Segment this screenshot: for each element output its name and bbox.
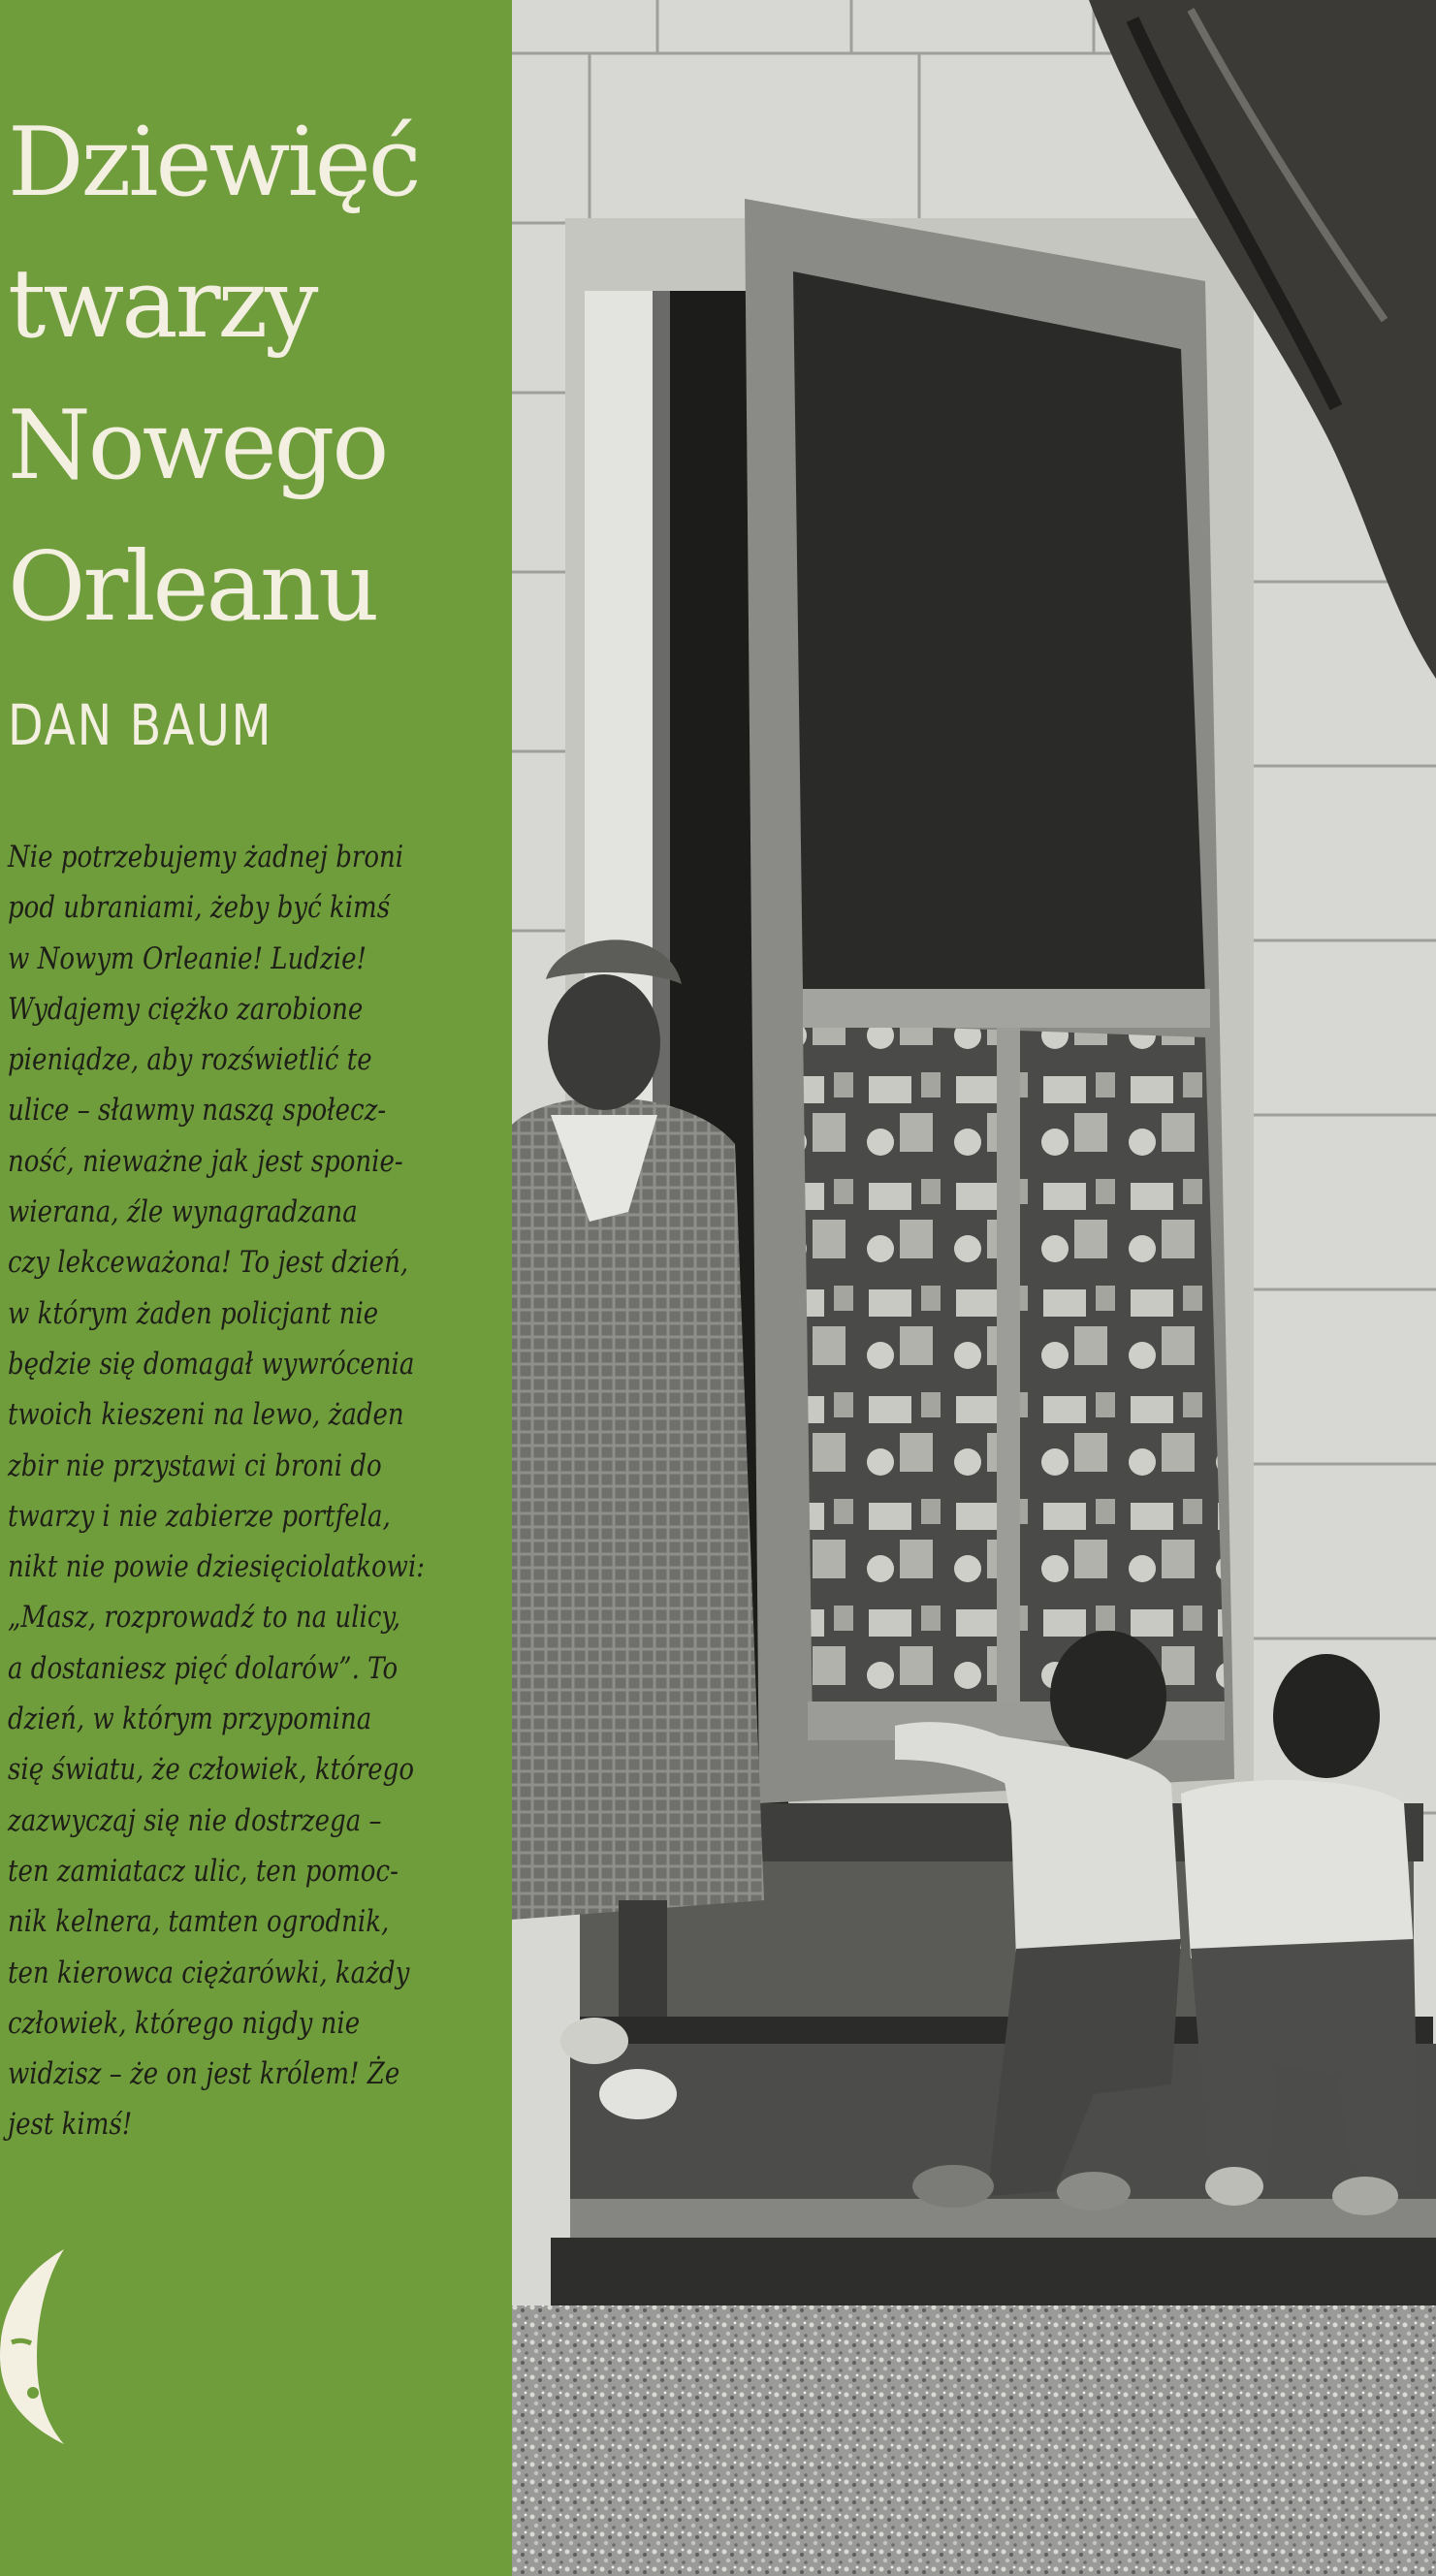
blurb-line: twoich kieszeni na lewo, żaden bbox=[8, 1397, 404, 1433]
title-line: Orleanu bbox=[8, 532, 377, 643]
blurb-quote bbox=[8, 832, 512, 2150]
blurb-line: wierana, źle wynagradzana bbox=[8, 1194, 358, 1230]
blurb-line: ten kierowca ciężarówki, każdy bbox=[8, 1955, 410, 1990]
blurb-line: pieniądze, aby rozświetlić te bbox=[8, 1042, 372, 1078]
blurb-line: Nie potrzebujemy żadnej broni bbox=[8, 840, 404, 875]
title-line: twarzy bbox=[8, 249, 316, 360]
blurb-line: czy lekceważona! To jest dzień, bbox=[8, 1245, 409, 1281]
blurb-line: twarzy i nie zabierze portfela, bbox=[8, 1498, 391, 1534]
blurb-line: widzisz – że on jest królem! Że bbox=[8, 2056, 400, 2092]
blurb-line: a dostaniesz pięć dolarów”. To bbox=[8, 1650, 399, 1686]
blurb-line: zazwyczaj się nie dostrzega – bbox=[8, 1802, 382, 1838]
crescent-face-logo-icon bbox=[0, 2247, 68, 2446]
blurb-line: człowiek, którego nigdy nie bbox=[8, 2005, 361, 2041]
book-title bbox=[8, 92, 502, 658]
blurb-line: nik kelnera, tamten ogrodnik, bbox=[8, 1904, 390, 1940]
blurb-line: Wydajemy ciężko zarobione bbox=[8, 991, 364, 1027]
author-name: DAN BAUM bbox=[8, 692, 273, 758]
blurb-line: nikt nie powie dziesięciolatkowi: bbox=[8, 1549, 426, 1585]
blurb-line: ten zamiatacz ulic, ten pomoc- bbox=[8, 1853, 399, 1889]
cover-photo bbox=[512, 0, 1436, 2576]
blurb-line: będzie się domagał wywrócenia bbox=[8, 1346, 415, 1382]
blurb-line: w Nowym Orleanie! Ludzie! bbox=[8, 940, 367, 976]
blurb-line: dzień, w którym przypomina bbox=[8, 1701, 372, 1737]
title-line: Nowego bbox=[8, 391, 387, 501]
blurb-line: jest kimś! bbox=[8, 2107, 133, 2143]
blurb-line: „Masz, rozprowadź to na ulicy, bbox=[8, 1600, 400, 1636]
green-panel bbox=[0, 0, 512, 2576]
blurb-line: ulice – sławmy naszą społecz- bbox=[8, 1093, 387, 1129]
blurb-line: w którym żaden policjant nie bbox=[8, 1295, 379, 1331]
blurb-line: ność, nieważne jak jest sponie- bbox=[8, 1143, 403, 1179]
blurb-line: zbir nie przystawi ci broni do bbox=[8, 1447, 382, 1483]
blurb-line: pod ubraniami, żeby być kimś bbox=[8, 890, 391, 926]
title-line: Dziewięć bbox=[8, 108, 419, 218]
blurb-line: się światu, że człowiek, którego bbox=[8, 1752, 415, 1788]
